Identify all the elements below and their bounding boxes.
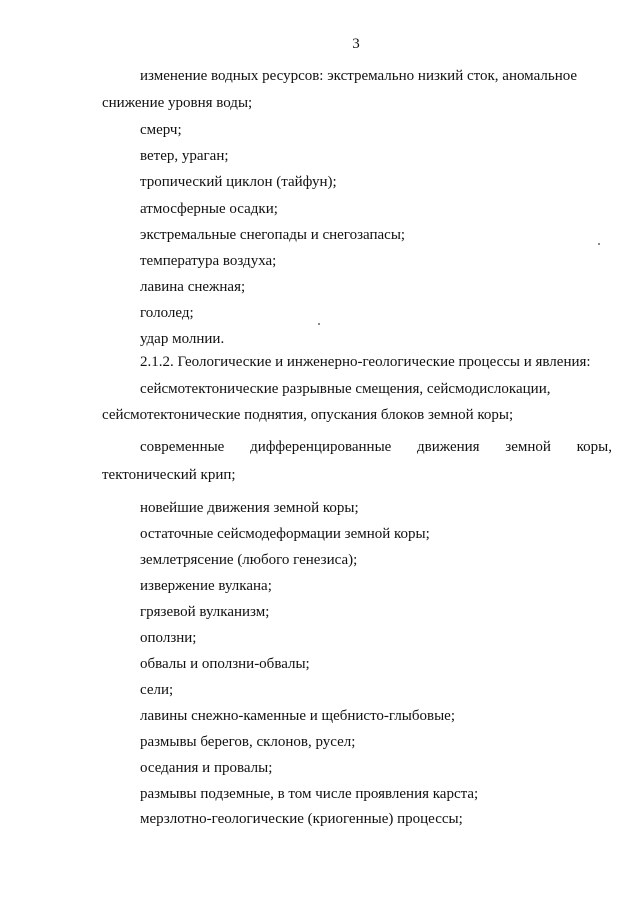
text-line: сейсмотектонические поднятия, опускания блоков земной коры; — [102, 407, 514, 423]
text-line: извержение вулкана; — [140, 578, 272, 594]
text-line: оседания и провалы; — [140, 760, 273, 776]
text-line: грязевой вулканизм; — [140, 604, 270, 620]
word: коры, — [576, 439, 612, 455]
scan-speck — [598, 243, 600, 245]
text-line: новейшие движения земной коры; — [140, 500, 359, 516]
text-line: изменение водных ресурсов: экстремально низкий сток, аномальное — [140, 68, 578, 84]
text-line: удар молнии. — [140, 331, 225, 347]
text-line: размывы берегов, склонов, русел; — [140, 734, 356, 750]
justified-text-line — [140, 438, 612, 456]
text-line: лавины снежно-каменные и щебнисто-глыбовые; — [140, 708, 455, 724]
text-line: экстремальные снегопады и снегозапасы; — [140, 227, 406, 243]
text-line: сели; — [140, 682, 174, 698]
text-line: смерч; — [140, 122, 182, 138]
text-line: тектонический крип; — [102, 467, 236, 483]
text-line: тропический циклон (тайфун); — [140, 174, 337, 190]
text-line: лавина снежная; — [140, 279, 246, 295]
text-line: оползни; — [140, 630, 197, 646]
word: движения — [417, 439, 480, 455]
section-heading: 2.1.2. Геологические и инженерно-геологические процессы и явления: — [140, 354, 591, 370]
scan-speck — [318, 323, 320, 325]
text-line: ветер, ураган; — [140, 148, 229, 164]
text-line: мерзлотно-геологические (криогенные) процессы; — [140, 811, 463, 827]
text-line: атмосферные осадки; — [140, 201, 278, 217]
text-line: гололед; — [140, 305, 194, 321]
text-line: размывы подземные, в том числе проявления карста; — [140, 786, 479, 802]
word: дифференцированные — [250, 439, 392, 455]
text-line: сейсмотектонические разрывные смещения, сейсмодислокации, — [140, 381, 551, 397]
text-line: обвалы и оползни-обвалы; — [140, 656, 310, 672]
text-line: снижение уровня воды; — [102, 95, 253, 111]
word: современные — [140, 439, 225, 455]
text-line: землетрясение (любого генезиса); — [140, 552, 358, 568]
page-number: 3 — [352, 36, 360, 52]
word: земной — [505, 439, 551, 455]
text-line: температура воздуха; — [140, 253, 277, 269]
text-line: остаточные сейсмодеформации земной коры; — [140, 526, 430, 542]
